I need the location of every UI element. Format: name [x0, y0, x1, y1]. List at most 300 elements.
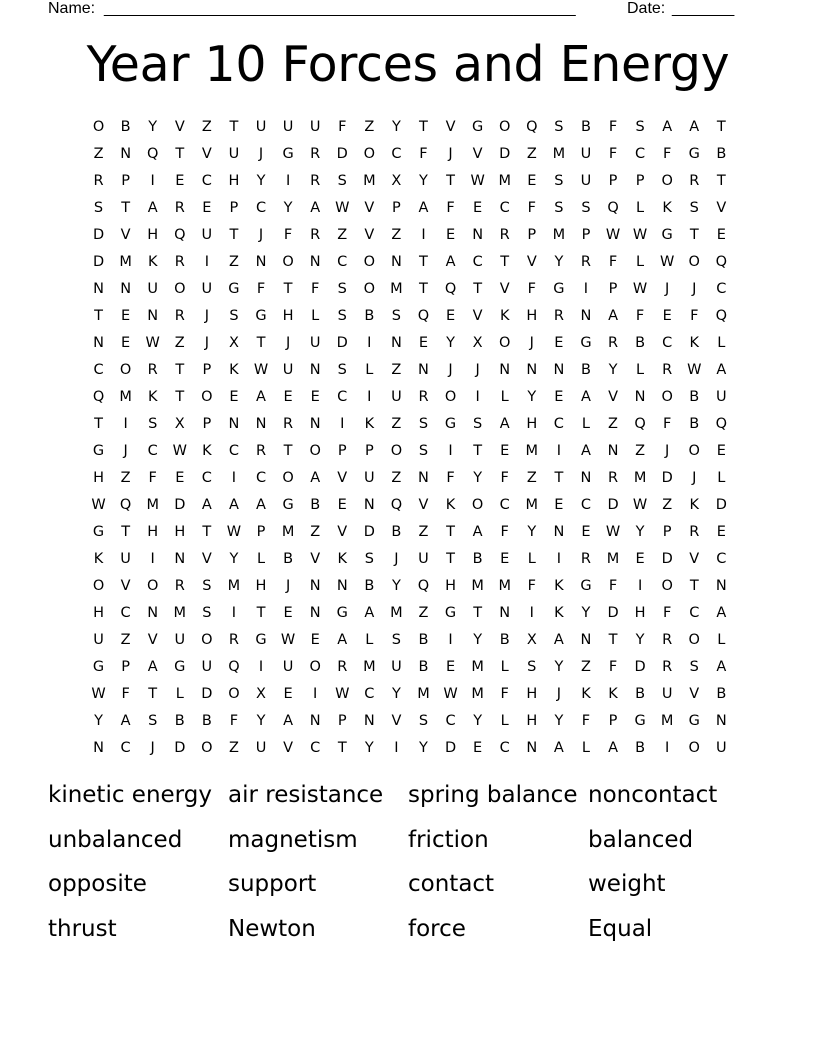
grid-letter: S [581, 199, 591, 216]
name-field[interactable]: _____________________________________________________ [104, 0, 576, 17]
grid-letter: Q [92, 388, 105, 405]
grid-letter: V [689, 685, 700, 702]
grid-letter: I [529, 604, 534, 621]
grid-letter: N [93, 739, 104, 756]
grid-letter: O [688, 442, 700, 459]
grid-letter: Y [608, 361, 618, 378]
grid-letter: J [448, 145, 453, 162]
grid-letter: J [692, 469, 697, 486]
grid-letter: N [93, 334, 104, 351]
grid-letter: W [335, 199, 350, 216]
grid-letter: O [688, 631, 700, 648]
grid-letter: P [337, 712, 347, 729]
grid-letter: Y [364, 739, 374, 756]
grid-letter: H [147, 226, 159, 243]
grid-letter: X [526, 631, 537, 648]
grid-letter: C [716, 550, 727, 567]
grid-letter: F [121, 685, 130, 702]
grid-letter: B [364, 307, 375, 324]
grid-letter: U [418, 550, 429, 567]
grid-letter: N [93, 280, 104, 297]
grid-letter: G [282, 496, 294, 513]
grid-letter: O [688, 739, 700, 756]
grid-letter: G [92, 523, 105, 540]
grid-letter: Z [93, 145, 104, 162]
grid-letter: Y [419, 172, 428, 189]
grid-letter: D [499, 145, 511, 162]
word-list-item: air resistance [228, 782, 384, 808]
grid-letter: Z [580, 658, 591, 675]
grid-letter: G [92, 658, 105, 675]
grid-letter: Z [337, 226, 348, 243]
grid-letter: N [174, 550, 186, 567]
grid-letter: P [202, 361, 212, 378]
grid-letter: M [471, 658, 484, 675]
word-list-item: support [228, 871, 317, 897]
grid-letter: Q [390, 496, 403, 513]
grid-letter: F [663, 415, 672, 432]
grid-letter: M [525, 442, 539, 459]
grid-letter: Q [228, 658, 240, 675]
grid-letter: O [309, 442, 321, 459]
grid-letter: T [446, 550, 455, 567]
grid-letter: A [201, 496, 212, 513]
grid-letter: V [120, 226, 131, 243]
grid-letter: Y [391, 577, 401, 594]
grid-letter: G [444, 604, 457, 621]
grid-letter: L [636, 253, 645, 270]
grid-letter: A [147, 658, 158, 675]
grid-letter: L [500, 712, 509, 729]
grid-letter: H [174, 523, 186, 540]
grid-letter: J [394, 550, 399, 567]
grid-letter: F [338, 118, 347, 135]
grid-letter: Z [526, 145, 537, 162]
grid-letter: Y [473, 631, 483, 648]
word-list-item: opposite [48, 871, 147, 897]
grid-row [85, 410, 735, 437]
grid-letter: S [473, 415, 483, 432]
grid-letter: Z [635, 442, 646, 459]
grid-letter: B [635, 739, 646, 756]
grid-letter: Z [120, 631, 131, 648]
grid-letter: Z [391, 469, 402, 486]
grid-letter: I [583, 280, 589, 297]
grid-letter: L [581, 739, 590, 756]
grid-letter: I [313, 685, 318, 702]
grid-letter: E [310, 388, 320, 405]
grid-letter: Q [634, 415, 646, 432]
grid-letter: A [418, 199, 429, 216]
grid-letter: F [581, 712, 591, 729]
word-list-item: Newton [228, 915, 316, 942]
grid-letter: B [635, 334, 646, 351]
grid-letter: S [391, 307, 401, 324]
grid-letter: C [228, 442, 239, 459]
grid-row [85, 113, 735, 140]
grid-letter: M [525, 496, 539, 513]
grid-letter: M [606, 550, 620, 567]
grid-letter: E [716, 442, 726, 459]
grid-letter: A [580, 442, 591, 459]
grid-letter: D [363, 523, 375, 540]
grid-letter: M [119, 388, 132, 405]
grid-letter: F [446, 469, 455, 486]
grid-letter: W [605, 226, 621, 243]
grid-letter: R [174, 253, 185, 270]
grid-letter: T [148, 685, 158, 702]
grid-letter: C [201, 172, 212, 189]
grid-letter: W [145, 334, 160, 351]
grid-letter: D [634, 658, 646, 675]
grid-letter: G [553, 280, 565, 297]
grid-letter: O [390, 442, 403, 459]
grid-letter: A [553, 631, 564, 648]
date-label: Date: [627, 0, 666, 17]
grid-letter: S [418, 415, 429, 432]
grid-letter: U [255, 118, 267, 135]
grid-letter: E [716, 226, 726, 243]
grid-letter: C [499, 739, 510, 756]
grid-letter: Y [419, 739, 428, 756]
grid-letter: O [444, 388, 457, 405]
grid-letter: E [202, 199, 212, 216]
grid-row [85, 167, 735, 194]
grid-letter: M [390, 604, 403, 621]
grid-letter: I [231, 469, 237, 486]
grid-row [85, 356, 735, 383]
grid-letter: V [201, 550, 212, 567]
grid-letter: F [663, 145, 672, 162]
grid-letter: K [229, 361, 239, 378]
grid-letter: Q [715, 307, 728, 324]
grid-letter: L [500, 388, 509, 405]
grid-letter: K [445, 496, 456, 513]
grid-letter: D [336, 145, 348, 162]
grid-letter: E [310, 631, 320, 648]
grid-letter: P [364, 442, 374, 459]
grid-letter: K [689, 334, 700, 351]
grid-letter: P [608, 280, 618, 297]
grid-letter: L [636, 199, 645, 216]
grid-letter: S [418, 712, 429, 729]
grid-letter: Z [174, 334, 185, 351]
grid-letter: K [337, 550, 347, 567]
grid-letter: O [363, 253, 376, 270]
grid-letter: Z [418, 523, 429, 540]
grid-letter: B [418, 631, 429, 648]
grid-letter: I [367, 388, 372, 405]
grid-letter: A [580, 388, 591, 405]
grid-letter: U [580, 172, 592, 189]
grid-letter: V [147, 631, 158, 648]
grid-letter: U [661, 685, 673, 702]
grid-letter: U [309, 118, 321, 135]
grid-letter: J [529, 334, 534, 351]
grid-letter: R [580, 253, 591, 270]
grid-letter: I [637, 577, 643, 594]
grid-letter: H [282, 307, 294, 324]
grid-letter: W [605, 523, 621, 540]
grid-letter: V [283, 739, 294, 756]
grid-letter: K [202, 442, 212, 459]
grid-letter: U [201, 280, 213, 297]
grid-letter: F [310, 280, 320, 297]
grid-letter: J [258, 145, 264, 162]
grid-letter: R [255, 442, 267, 459]
grid-letter: T [554, 469, 564, 486]
grid-letter: L [365, 631, 374, 648]
grid-letter: W [253, 361, 269, 378]
grid-letter: C [93, 361, 104, 378]
grid-letter: P [392, 199, 401, 216]
grid-letter: N [634, 388, 646, 405]
word-list-item: balanced [588, 826, 694, 853]
grid-row [85, 680, 735, 707]
grid-letter: S [202, 577, 212, 594]
word-list-item: noncontact [588, 782, 718, 808]
grid-letter: U [282, 118, 294, 135]
grid-row [85, 653, 735, 680]
grid-letter: C [147, 442, 158, 459]
grid-letter: G [255, 631, 267, 648]
grid-letter: A [689, 118, 700, 135]
grid-letter: T [256, 334, 266, 351]
grid-letter: P [608, 712, 618, 729]
grid-letter: G [634, 712, 646, 729]
grid-letter: H [93, 469, 104, 486]
grid-letter: N [499, 361, 511, 378]
grid-letter: L [581, 415, 590, 432]
grid-letter: T [256, 604, 266, 621]
grid-letter: E [121, 334, 131, 351]
grid-letter: G [255, 307, 267, 324]
grid-letter: E [473, 199, 483, 216]
grid-letter: V [608, 388, 618, 405]
grid-row [85, 275, 735, 302]
grid-letter: T [689, 226, 699, 243]
grid-letter: E [554, 334, 564, 351]
grid-letter: M [498, 172, 511, 189]
grid-letter: W [660, 253, 675, 270]
grid-letter: O [119, 361, 132, 378]
grid-row [85, 518, 735, 545]
grid-letter: E [445, 226, 456, 243]
grid-letter: I [150, 550, 155, 567]
grid-letter: M [660, 712, 674, 729]
grid-letter: I [340, 415, 345, 432]
grid-letter: W [632, 226, 648, 243]
grid-letter: C [716, 280, 727, 297]
grid-letter: Z [662, 496, 673, 513]
grid-letter: D [661, 469, 673, 486]
grid-letter: T [716, 172, 726, 189]
grid-letter: F [527, 280, 536, 297]
grid-letter: R [553, 307, 564, 324]
grid-letter: J [665, 442, 670, 459]
grid-letter: F [527, 199, 536, 216]
grid-letter: L [311, 307, 320, 324]
grid-letter: S [148, 415, 158, 432]
grid-letter: T [175, 361, 185, 378]
grid-row [85, 302, 735, 329]
grid-letter: V [364, 226, 375, 243]
grid-letter: S [554, 118, 564, 135]
grid-letter: S [689, 199, 699, 216]
grid-letter: J [123, 442, 128, 459]
grid-letter: B [391, 523, 402, 540]
grid-letter: I [556, 442, 561, 459]
name-label: Name: [48, 0, 96, 17]
grid-letter: M [227, 577, 241, 594]
grid-letter: P [608, 172, 618, 189]
grid-letter: U [201, 658, 213, 675]
grid-letter: V [689, 550, 700, 567]
grid-letter: E [716, 523, 726, 540]
grid-row [85, 194, 735, 221]
grid-letter: Z [391, 415, 402, 432]
grid-letter: I [421, 226, 426, 243]
grid-letter: K [554, 577, 564, 594]
grid-letter: Y [473, 469, 483, 486]
grid-letter: K [147, 388, 158, 405]
grid-letter: R [147, 361, 158, 378]
grid-letter: V [445, 118, 456, 135]
grid-letter: O [499, 334, 511, 351]
word-list-item: force [408, 915, 466, 942]
grid-letter: J [204, 334, 209, 351]
word-list-item: contact [408, 871, 495, 897]
grid-letter: F [608, 145, 618, 162]
grid-letter: N [715, 577, 727, 594]
grid-letter: Z [364, 118, 375, 135]
grid-row [85, 626, 735, 653]
grid-letter: A [256, 496, 266, 513]
grid-letter: U [228, 145, 240, 162]
grid-letter: B [580, 361, 591, 378]
grid-letter: A [608, 307, 618, 324]
grid-letter: E [337, 496, 347, 513]
grid-letter: Z [391, 361, 402, 378]
grid-letter: N [120, 280, 132, 297]
grid-letter: V [337, 523, 348, 540]
grid-letter: C [337, 253, 348, 270]
grid-letter: Z [418, 604, 429, 621]
grid-letter: O [282, 253, 294, 270]
grid-letter: K [147, 253, 158, 270]
grid-letter: G [688, 145, 700, 162]
word-list-item: Equal [588, 915, 653, 942]
grid-letter: W [687, 361, 702, 378]
grid-letter: I [204, 253, 209, 270]
grid-letter: K [662, 199, 672, 216]
grid-letter: A [256, 388, 266, 405]
grid-letter: N [526, 361, 538, 378]
grid-letter: F [500, 523, 509, 540]
grid-letter: M [363, 172, 376, 189]
grid-letter: V [174, 118, 185, 135]
grid-letter: F [500, 469, 509, 486]
grid-letter: M [633, 469, 647, 486]
grid-letter: F [608, 253, 618, 270]
grid-letter: S [229, 307, 239, 324]
grid-letter: T [229, 118, 239, 135]
grid-row [85, 140, 735, 167]
grid-letter: Q [607, 199, 619, 216]
grid-letter: E [418, 334, 429, 351]
grid-letter: P [337, 442, 347, 459]
grid-letter: E [500, 442, 510, 459]
grid-letter: P [121, 658, 130, 675]
grid-letter: N [228, 415, 240, 432]
grid-letter: U [174, 631, 186, 648]
grid-letter: I [394, 739, 399, 756]
grid-letter: N [580, 307, 592, 324]
grid-letter: A [499, 415, 510, 432]
grid-row [85, 599, 735, 626]
grid-letter: Y [229, 550, 239, 567]
word-list-item: unbalanced [48, 826, 183, 853]
grid-letter: A [716, 658, 727, 675]
grid-letter: D [607, 604, 619, 621]
grid-letter: O [661, 172, 673, 189]
grid-letter: C [553, 415, 564, 432]
grid-letter: P [229, 199, 239, 216]
grid-letter: S [391, 631, 401, 648]
grid-letter: K [689, 496, 700, 513]
grid-letter: F [527, 577, 536, 594]
page-title: Year 10 Forces and Energy [86, 36, 730, 93]
grid-letter: M [498, 577, 511, 594]
grid-letter: E [554, 496, 564, 513]
grid-letter: O [661, 577, 673, 594]
grid-letter: O [363, 280, 376, 297]
grid-letter: R [662, 631, 673, 648]
grid-letter: V [391, 712, 402, 729]
grid-letter: Y [446, 334, 455, 351]
date-field[interactable]: _______ [672, 0, 735, 17]
grid-letter: S [635, 118, 645, 135]
grid-letter: E [445, 658, 456, 675]
grid-letter: N [336, 577, 348, 594]
grid-letter: W [470, 172, 485, 189]
grid-letter: D [174, 496, 186, 513]
grid-letter: G [580, 334, 592, 351]
grid-letter: U [255, 739, 267, 756]
grid-letter: W [335, 685, 350, 702]
grid-letter: F [229, 712, 239, 729]
grid-letter: N [309, 361, 321, 378]
grid-letter: E [662, 307, 672, 324]
grid-letter: T [473, 442, 483, 459]
grid-letter: Z [228, 253, 239, 270]
grid-letter: T [446, 523, 455, 540]
grid-letter: H [445, 577, 456, 594]
grid-letter: C [255, 199, 267, 216]
grid-letter: B [689, 415, 700, 432]
grid-letter: M [363, 658, 376, 675]
grid-letter: M [417, 685, 430, 702]
grid-letter: O [92, 118, 105, 135]
grid-letter: T [283, 280, 293, 297]
grid-letter: A [472, 523, 483, 540]
grid-letter: L [256, 550, 266, 567]
grid-letter: Z [391, 226, 402, 243]
grid-letter: H [526, 307, 538, 324]
grid-letter: A [716, 604, 727, 621]
grid-letter: E [527, 172, 537, 189]
grid-letter: J [285, 577, 291, 594]
